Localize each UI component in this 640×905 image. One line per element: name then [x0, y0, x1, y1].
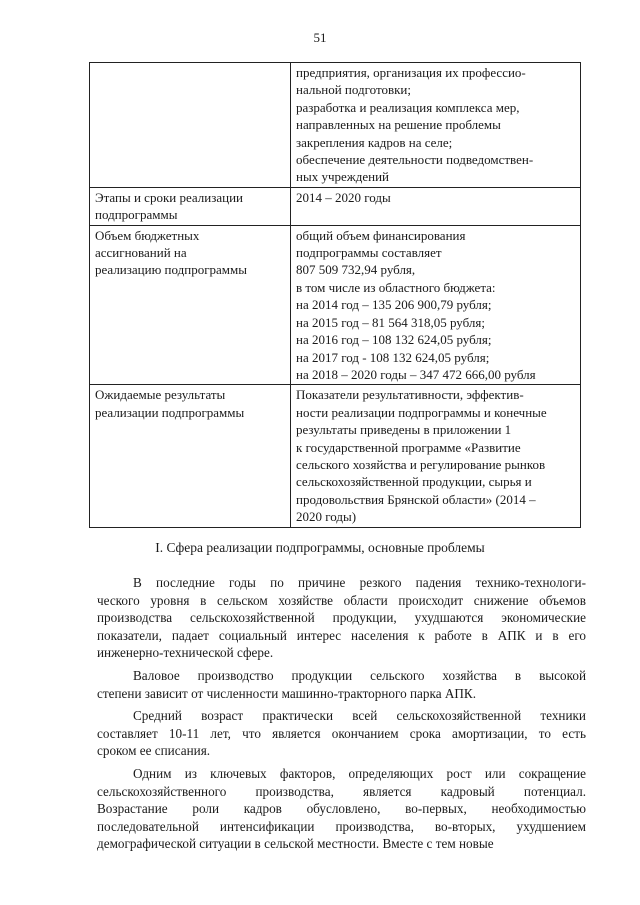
- paragraph: [97, 765, 586, 853]
- paragraph-line: показатели, падает социальный интерес населения к работе в АПК и в его: [97, 627, 586, 643]
- table-cell-value: [291, 187, 581, 225]
- cell-line: 807 509 732,94 рубля,: [296, 262, 416, 278]
- table-cell-label: [90, 385, 291, 527]
- paragraph-line: последовательной интенсификации производства, во-вторых, ухудшением: [97, 818, 586, 834]
- cell-line: 2020 годы): [296, 509, 357, 525]
- subprogram-passport-table: [89, 62, 581, 528]
- paragraph-line: Валовое производство продукции сельского хозяйства в высокой: [133, 667, 586, 683]
- cell-line: закрепления кадров на селе;: [296, 134, 453, 150]
- paragraph-line: сельскохозяйственного производства, является кадровый потенциал.: [97, 783, 586, 799]
- paragraph: [97, 707, 586, 760]
- paragraph-line: производства сельскохозяйственной продукции, ухудшаются экономические: [97, 610, 586, 626]
- cell-line: обеспечение деятельности подведомствен-: [296, 152, 534, 168]
- cell-line: ных учреждений: [296, 169, 389, 185]
- table-cell-value: [291, 225, 581, 385]
- cell-line: 2014 – 2020 годы: [296, 189, 391, 205]
- cell-line: подпрограммы составляет: [296, 245, 442, 261]
- section-title: I. Сфера реализации подпрограммы, основные проблемы: [155, 540, 485, 555]
- table-row: [90, 187, 581, 225]
- table-cell-value: [291, 385, 581, 527]
- cell-line: сельского хозяйства и регулирование рынков: [296, 456, 546, 472]
- paragraph-line: демографической ситуации в сельской местности. Вместе с тем новые: [97, 836, 494, 852]
- cell-line: в том числе из областного бюджета:: [296, 279, 496, 295]
- paragraph-line: сроком ее списания.: [97, 743, 211, 759]
- cell-line: на 2017 год - 108 132 624,05 рубля;: [296, 349, 490, 365]
- cell-line: Ожидаемые результаты: [95, 387, 226, 403]
- table-row: [90, 63, 581, 188]
- cell-line: сельскохозяйственной продукции, сырья и: [296, 474, 532, 490]
- table-cell-label: [90, 63, 291, 188]
- paragraph-line: степени зависит от численности машинно-тракторного парка АПК.: [97, 685, 476, 701]
- cell-line: ассигнований на: [95, 245, 187, 261]
- cell-line: на 2018 – 2020 годы – 347 472 666,00 рубля: [296, 366, 536, 382]
- paragraph: [97, 667, 586, 702]
- cell-line: к государственной программе «Развитие: [296, 439, 521, 455]
- paragraph-line: Возрастание роли кадров обусловлено, во-первых, необходимостью: [97, 801, 586, 817]
- table-body: [90, 63, 581, 528]
- table-cell-label: [90, 187, 291, 225]
- cell-line: ности реализации подпрограммы и конечные: [296, 404, 547, 420]
- cell-line: Этапы и сроки реализации: [95, 189, 243, 205]
- cell-line: реализации подпрограммы: [95, 404, 245, 420]
- cell-line: предприятия, организация их профессио-: [296, 65, 526, 80]
- table-row: [90, 385, 581, 527]
- paragraph-line: В последние годы по причине резкого падения технико-технологи-: [133, 575, 586, 590]
- cell-line: реализацию подпрограммы: [95, 262, 247, 278]
- cell-line: на 2014 год – 135 206 900,79 рубля;: [296, 297, 492, 313]
- paragraph-line: ческого уровня в сельском хозяйстве области происходит снижение объемов: [97, 592, 586, 608]
- cell-line: подпрограммы: [95, 207, 178, 223]
- paragraph: [97, 574, 586, 662]
- body-text: [97, 574, 586, 858]
- cell-line: нальной подготовки;: [296, 82, 411, 98]
- table-row: [90, 225, 581, 385]
- paragraph-line: инженерно-технической сфере.: [97, 645, 274, 661]
- cell-line: продовольствия Брянской области» (2014 –: [296, 491, 536, 507]
- table-cell-value: [291, 63, 581, 188]
- page-number: 51: [313, 30, 327, 45]
- cell-line: результаты приведены в приложении 1: [296, 422, 512, 438]
- cell-line: Объем бюджетных: [95, 227, 200, 243]
- cell-line: разработка и реализация комплекса мер,: [296, 99, 520, 115]
- cell-line: на 2016 год – 108 132 624,05 рубля;: [296, 332, 492, 348]
- cell-line: на 2015 год – 81 564 318,05 рубля;: [296, 314, 486, 330]
- cell-line: общий объем финансирования: [296, 227, 466, 243]
- paragraph-line: Одним из ключевых факторов, определяющих рост или сокращение: [133, 765, 586, 781]
- table-cell-label: [90, 225, 291, 385]
- cell-line: Показатели результативности, эффектив-: [296, 387, 524, 403]
- cell-line: направленных на решение проблемы: [296, 117, 501, 133]
- paragraph-line: составляет 10-11 лет, что является окончанием срока амортизации, то есть: [97, 725, 586, 741]
- paragraph-line: Средний возраст практически всей сельскохозяйственной техники: [133, 708, 586, 724]
